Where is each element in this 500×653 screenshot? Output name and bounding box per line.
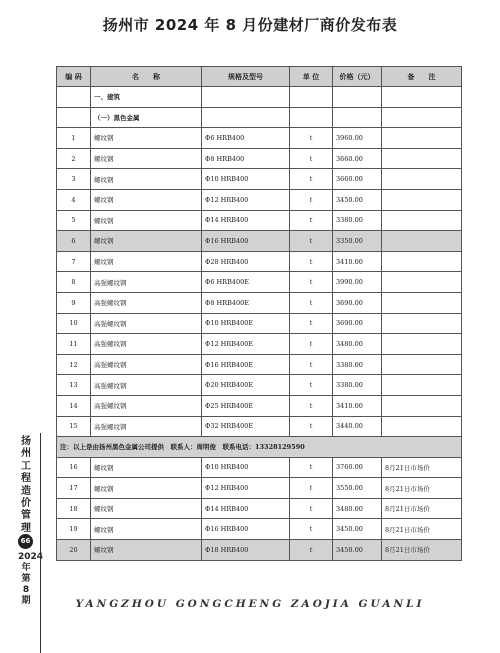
table-row [57,251,462,272]
cell-num: 15 [57,416,91,437]
cell-price: 3350.00 [333,231,382,252]
cell-num: 11 [57,334,91,355]
side-title-char: 造 [21,485,31,497]
table-row [57,231,462,252]
cell-name: 螺纹钢 [91,148,202,169]
cell-price: 3690.00 [333,313,382,334]
side-divider [40,433,41,653]
cell-num: 19 [57,519,91,540]
cell-num: 5 [57,210,91,231]
header-note: 备 注 [382,67,462,87]
cell-note: 8月21日市场价 [382,457,462,478]
table-row [57,169,462,190]
cell-spec: Φ18 HRB400 [202,540,290,561]
cell-price: 3410.00 [333,395,382,416]
cell-spec: Φ16 HRB400E [202,354,290,375]
cell-spec: Φ10 HRB400E [202,313,290,334]
cell-note [382,416,462,437]
cell-spec: Φ16 HRB400 [202,519,290,540]
cell-price: 3660.00 [333,169,382,190]
cell-spec: Φ6 HRB400 [202,128,290,149]
cell-name: 高强螺纹钢 [91,292,202,313]
cell-price: 3660.00 [333,148,382,169]
cell-price: 3760.00 [333,457,382,478]
cell-unit: t [290,231,333,252]
cell-note [382,210,462,231]
cell-num: 12 [57,354,91,375]
side-issue-part: 8 [22,585,30,595]
cell-note: 8月21日市场价 [382,498,462,519]
cell-name: 高强螺纹钢 [91,313,202,334]
cell-name: 螺纹钢 [91,210,202,231]
cell-unit: t [290,251,333,272]
cell-note [382,148,462,169]
cell-num: 7 [57,251,91,272]
cell-note [382,334,462,355]
table-row [57,395,462,416]
cell-price: 3450.00 [333,189,382,210]
price-table [56,66,462,561]
cell-unit: t [290,498,333,519]
cell-name: 高强螺纹钢 [91,272,202,293]
cell-name: 螺纹钢 [91,189,202,210]
cell-price: 3380.00 [333,354,382,375]
table-row [57,210,462,231]
side-title-char: 管 [21,510,31,522]
table-row [57,292,462,313]
section-label: 一、建筑 [91,87,202,108]
cell-num: 20 [57,540,91,561]
cell-unit: t [290,292,333,313]
cell-unit: t [290,272,333,293]
cell-spec: Φ8 HRB400E [202,292,290,313]
cell-unit: t [290,519,333,540]
table-header-row [57,67,462,87]
table-row [57,189,462,210]
side-issue-part: 年 [21,563,31,573]
cell-note [382,128,462,149]
page-number-badge: 66 [18,534,33,549]
cell-name: 螺纹钢 [91,251,202,272]
cell-num: 6 [57,231,91,252]
cell-note [382,189,462,210]
cell-unit: t [290,395,333,416]
cell-spec: Φ10 HRB400 [202,457,290,478]
cell-num: 9 [57,292,91,313]
cell-spec: Φ8 HRB400 [202,148,290,169]
cell-num: 17 [57,478,91,499]
cell-note: 8月21日市场价 [382,478,462,499]
cell-num: 18 [57,498,91,519]
cell-unit: t [290,416,333,437]
cell-name: 螺纹钢 [91,457,202,478]
cell-note [382,395,462,416]
cell-spec: Φ6 HRB400E [202,272,290,293]
cell-name: 螺纹钢 [91,231,202,252]
cell-name: 螺纹钢 [91,128,202,149]
cell-num: 16 [57,457,91,478]
cell-note [382,272,462,293]
table-row [57,148,462,169]
cell-num: 3 [57,169,91,190]
cell-price: 3410.00 [333,251,382,272]
table-row [57,334,462,355]
cell-spec: Φ32 HRB400E [202,416,290,437]
cell-price: 3990.00 [333,272,382,293]
cell-unit: t [290,478,333,499]
cell-unit: t [290,148,333,169]
section-row [57,87,462,108]
cell-note [382,292,462,313]
table-body [57,87,462,561]
cell-unit: t [290,128,333,149]
cell-num: 1 [57,128,91,149]
cell-note [382,375,462,396]
footer-pinyin: YANGZHOU GONGCHENG ZAOJIA GUANLI [75,598,425,610]
side-title-char: 州 [21,448,31,460]
subsection-label: （一）黑色金属 [91,107,202,128]
table-row [57,313,462,334]
side-issue-part: 期 [21,596,31,606]
cell-unit: t [290,334,333,355]
cell-name: 螺纹钢 [91,478,202,499]
cell-name: 螺纹钢 [91,519,202,540]
cell-num: 13 [57,375,91,396]
table-row [57,478,462,499]
cell-price: 3380.00 [333,210,382,231]
cell-name: 高强螺纹钢 [91,334,202,355]
cell-spec: Φ10 HRB400 [202,169,290,190]
header-spec: 规格及型号 [202,67,290,87]
page-title: 扬州市 2024 年 8 月份建材厂商价发布表 [102,16,398,34]
cell-unit: t [290,540,333,561]
cell-num: 2 [57,148,91,169]
subsection-row [57,107,462,128]
cell-spec: Φ20 HRB400E [202,375,290,396]
cell-note [382,251,462,272]
table-row [57,519,462,540]
cell-name: 高强螺纹钢 [91,375,202,396]
table-row [57,128,462,149]
side-title-char: 扬 [21,436,31,447]
table-row [57,375,462,396]
header-num: 编 码 [57,67,91,87]
cell-note [382,231,462,252]
cell-unit: t [290,189,333,210]
table-row [57,416,462,437]
table-row [57,457,462,478]
cell-spec: Φ12 HRB400 [202,478,290,499]
cell-note: 8月21日市场价 [382,540,462,561]
cell-note [382,313,462,334]
cell-num: 8 [57,272,91,293]
side-title-char: 理 [21,522,31,534]
cell-name: 高强螺纹钢 [91,395,202,416]
side-issue-part: 2024 [18,552,44,562]
table-row [57,540,462,561]
cell-num: 14 [57,395,91,416]
cell-price: 3550.00 [333,478,382,499]
cell-unit: t [290,313,333,334]
cell-spec: Φ14 HRB400 [202,498,290,519]
cell-price: 3450.00 [333,519,382,540]
cell-spec: Φ12 HRB400E [202,334,290,355]
supplier-note-row [57,437,462,458]
header-name: 名 称 [91,67,202,87]
side-title-char: 工 [21,460,31,472]
table-row [57,498,462,519]
cell-spec: Φ16 HRB400 [202,231,290,252]
cell-name: 螺纹钢 [91,540,202,561]
cell-num: 4 [57,189,91,210]
cell-name: 高强螺纹钢 [91,416,202,437]
cell-unit: t [290,210,333,231]
cell-num: 10 [57,313,91,334]
supplier-note: 注：以上是由扬州黑色金属公司提供 联系人：周明俊 联系电话：13328129590 [57,437,462,458]
side-title-char: 程 [21,473,31,485]
table-row [57,272,462,293]
cell-price: 3450.00 [333,540,382,561]
magazine-title-vertical [18,436,34,535]
cell-price: 3480.00 [333,334,382,355]
cell-price: 3440.00 [333,416,382,437]
table-row [57,354,462,375]
cell-spec: Φ14 HRB400 [202,210,290,231]
cell-price: 3960.00 [333,128,382,149]
side-issue-part: 第 [21,574,31,584]
side-title-char: 价 [21,498,31,510]
cell-unit: t [290,457,333,478]
cell-name: 螺纹钢 [91,169,202,190]
cell-price: 3480.00 [333,498,382,519]
cell-note: 8月21日市场价 [382,519,462,540]
header-price: 价格（元） [333,67,382,87]
cell-spec: Φ28 HRB400 [202,251,290,272]
cell-price: 3380.00 [333,375,382,396]
cell-name: 螺纹钢 [91,498,202,519]
header-unit: 单 位 [290,67,333,87]
cell-unit: t [290,354,333,375]
cell-name: 高强螺纹钢 [91,354,202,375]
cell-note [382,169,462,190]
cell-spec: Φ25 HRB400E [202,395,290,416]
cell-note [382,354,462,375]
cell-unit: t [290,375,333,396]
cell-spec: Φ12 HRB400 [202,189,290,210]
cell-price: 3690.00 [333,292,382,313]
cell-unit: t [290,169,333,190]
